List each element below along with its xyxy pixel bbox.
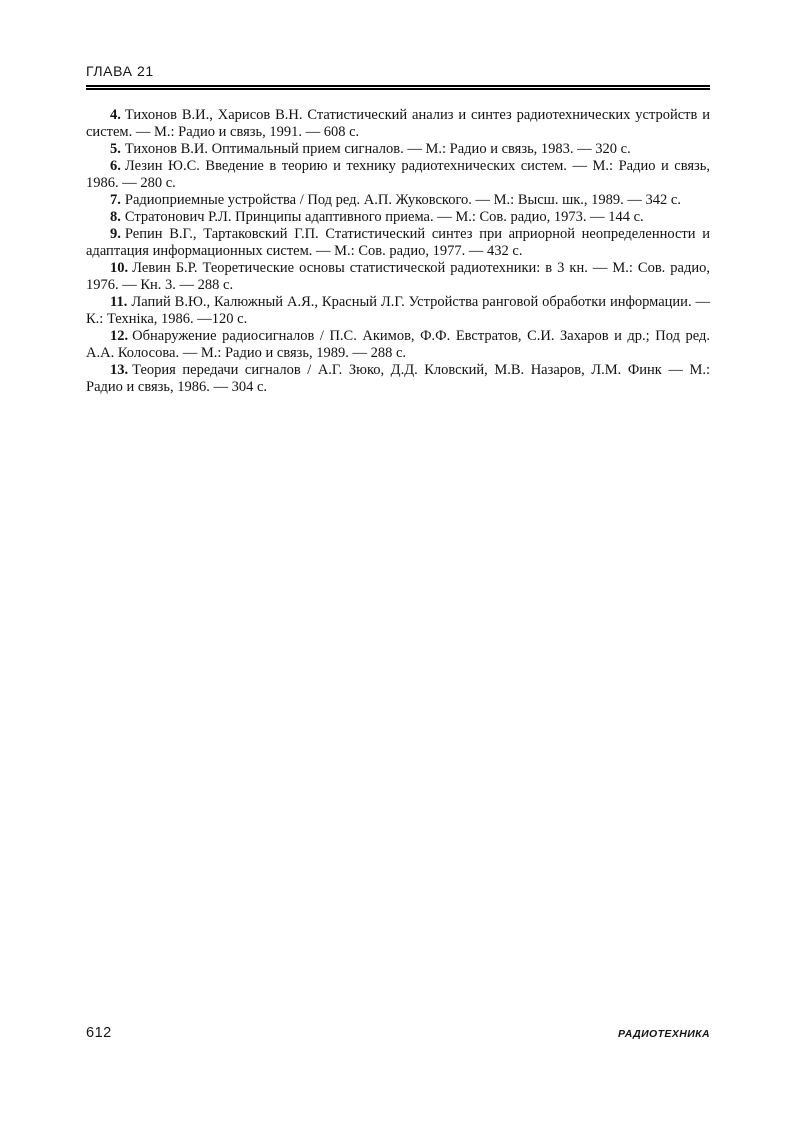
running-title: РАДИОТЕХНИКА	[617, 1028, 710, 1040]
reference-number: 12.	[110, 328, 129, 344]
reference-item	[86, 260, 710, 294]
reference-item	[86, 107, 710, 141]
reference-number: 11.	[110, 294, 128, 310]
reference-item	[86, 158, 710, 192]
reference-item	[86, 141, 710, 158]
reference-item	[86, 362, 710, 396]
reference-item	[86, 294, 710, 328]
reference-number: 4.	[110, 107, 121, 123]
reference-number: 6.	[110, 158, 121, 174]
reference-text: Тихонов В.И. Оптимальный прием сигналов. — М.: Радио и связь, 1983. — 320 с.	[124, 141, 631, 157]
reference-text: Стратонович Р.Л. Принципы адаптивного приема. — М.: Сов. радио, 1973. — 144 с.	[124, 209, 644, 225]
chapter-header: ГЛАВА 21	[86, 63, 154, 79]
reference-text: Радиоприемные устройства / Под ред. А.П. Жуковского. — М.: Высш. шк., 1989. — 342 с.	[124, 192, 681, 208]
reference-text: Лезин Ю.С. Введение в теорию и технику радиотехнических систем. — М.: Радио и связь, 1986. — 280 с.	[86, 158, 710, 191]
reference-text: Обнаружение радиосигналов / П.С. Акимов, Ф.Ф. Евстратов, С.И. Захаров и др.; Под ред. А.А. Колосова. — М.: Радио и связь, 1989. — 288 с.	[86, 328, 710, 361]
page-footer	[86, 1025, 710, 1041]
reference-text: Теория передачи сигналов / А.Г. Зюко, Д.Д. Кловский, М.В. Назаров, Л.М. Финк — М.: Радио и связь, 1986. — 304 с.	[86, 362, 710, 395]
page-number: 612	[86, 1025, 112, 1041]
reference-text: Репин В.Г., Тартаковский Г.П. Статистический синтез при априорной неопределенности и адаптация информационных систем. — М.: Сов. радио, 1977. — 432 с.	[86, 226, 710, 259]
reference-number: 10.	[110, 260, 129, 276]
reference-number: 7.	[110, 192, 121, 208]
reference-text: Тихонов В.И., Харисов В.Н. Статистический анализ и синтез радиотехнических устройств и систем. — М.: Радио и связь, 1991. — 608 с.	[86, 107, 710, 140]
reference-text: Лапий В.Ю., Калюжный А.Я., Красный Л.Г. Устройства ранговой обработки информации. — К.: Технiка, 1986. —120 с.	[86, 294, 710, 327]
reference-number: 9.	[110, 226, 121, 242]
reference-number: 8.	[110, 209, 121, 225]
header-divider-rule	[86, 85, 710, 90]
reference-text: Левин Б.Р. Теоретические основы статистической радиотехники: в 3 кн. — М.: Сов. радио, 1976. — Кн. 3. — 288 с.	[86, 260, 710, 293]
reference-item	[86, 328, 710, 362]
rule-bottom-line	[86, 88, 710, 90]
reference-number: 5.	[110, 141, 121, 157]
reference-item	[86, 226, 710, 260]
reference-item	[86, 209, 710, 226]
reference-number: 13.	[110, 362, 129, 378]
reference-item	[86, 192, 710, 209]
bibliography-list	[86, 107, 710, 396]
